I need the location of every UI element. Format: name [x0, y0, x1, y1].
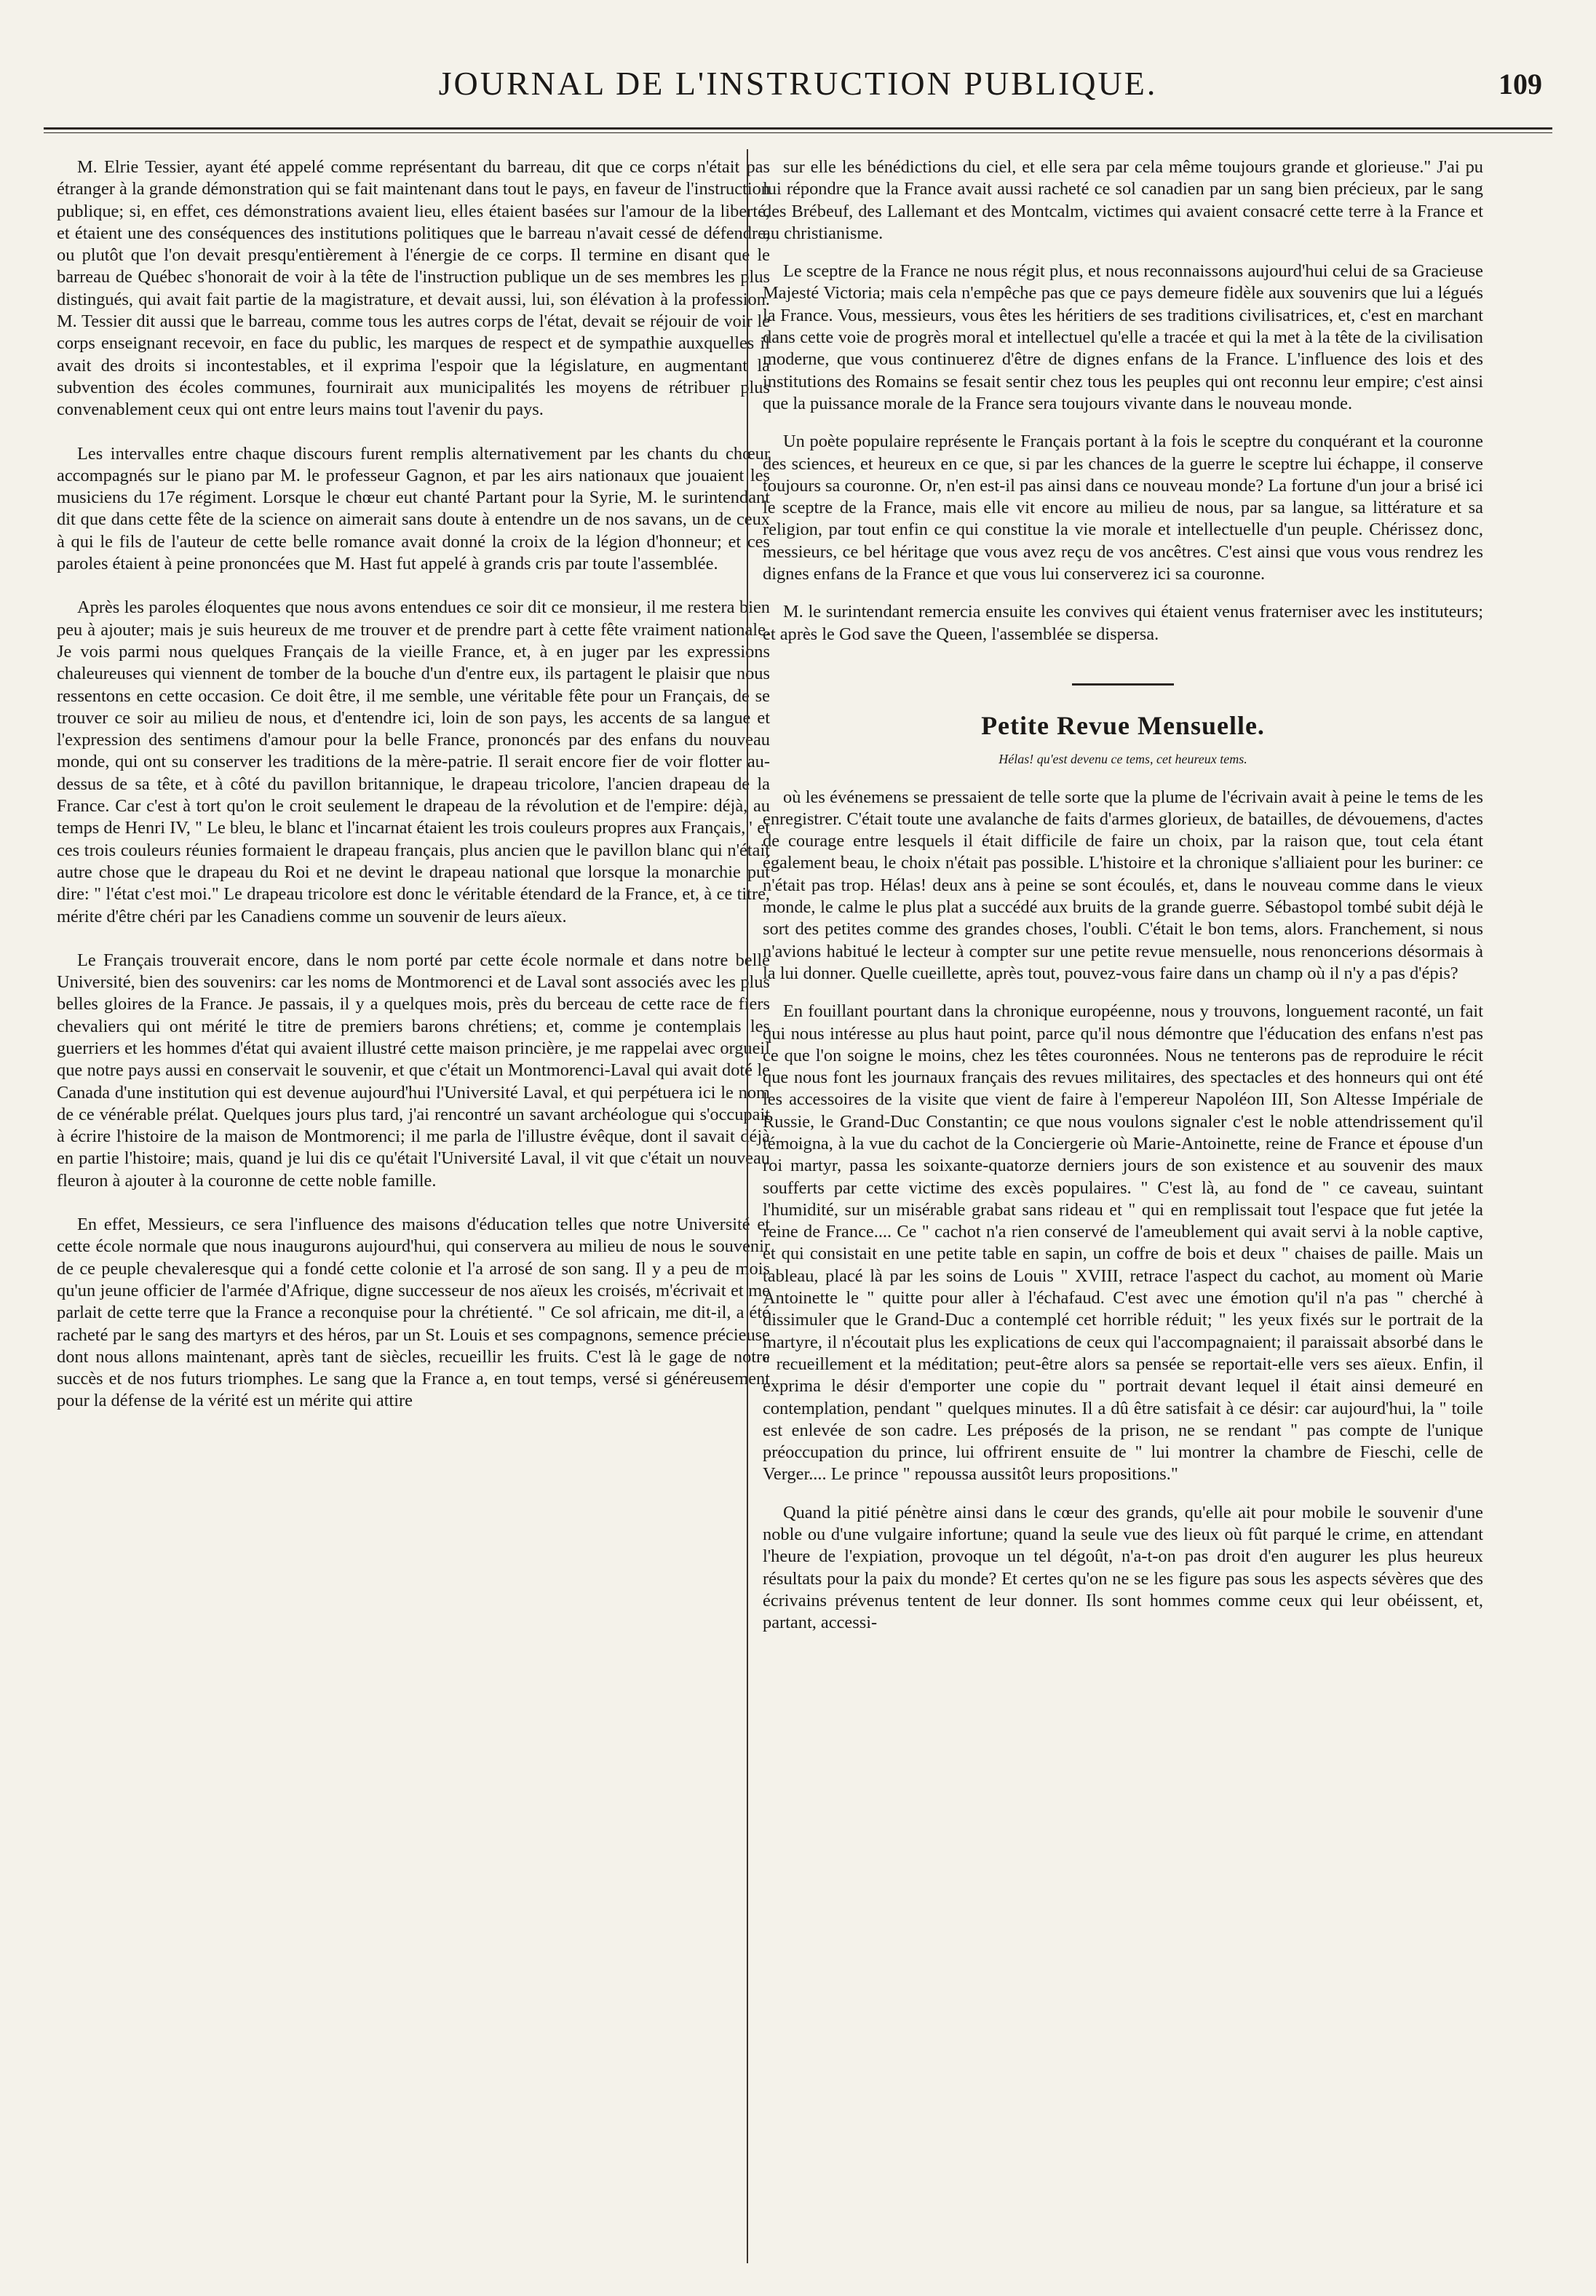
left-paragraph-5: En effet, Messieurs, ce sera l'influence des maisons d'éducation telles que notre Université et cette école normale que nous inaugurons aujourd'hui, qui conservera au milieu de nous le souvenir de ce peuple chevaleresque qui a fondé cette colonie et l'a arrosé de son sang. Il y a peu de mois qu'un jeune officier de l'armée d'Afrique, digne successeur de nos aïeux les croisés, m'écrivait et me parlait de cette terre que la France a reconquise pour la chrétienté. " Ce sol africain, me dit-il, a été racheté par le sang des martyrs et des héros, par un St. Louis et ses compagnons, semence précieuse dont nous allons maintenant, après tant de siècles, recueillir les fruits. C'est là le gage de notre succès et de nos futurs triomphes. Le sang que la France a, en tout temps, versé si généreusement pour la défense de la vérité est un mérite qui attire [57, 1215, 770, 1411]
section-epigraph: Hélas! qu'est devenu ce tems, cet heureux tems. [999, 752, 1247, 767]
left-paragraph-4: Le Français trouverait encore, dans le nom porté par cette école normale et dans notre belle Université, bien des souvenirs: car les noms de Montmorenci et de Laval sont associés avec les plus belles gloires de la France. Je passais, il y a quelques mois, près du berceau de cette race de fiers chevaliers qui ont mérité le titre de premiers barons chrétiens; et, comme je contemplais les guerriers et les hommes d'état qui avaient illustré cette maison princière, je me rappelai avec orgueil que notre pays aussi en conservait le souvenir, et que c'était un Montmorenci-Laval qui avait doté le Canada d'une institution qui est devenue aujourd'hui l'Université Laval, et qui perpétuera ici le nom de ce vénérable prélat. Quelques jours plus tard, j'ai rencontré un savant archéologue qui s'occupait à écrire l'histoire de la maison de Montmorenci; il me parla de l'illustre évêque, dont il savait déjà en partie l'histoire; mais, quand je lui dis ce qu'était l'Université Laval, il vit que c'était un nouveau fleuron à ajouter à la couronne de cette noble famille. [57, 950, 770, 1191]
journal-title: JOURNAL DE L'INSTRUCTION PUBLIQUE. [438, 65, 1158, 102]
right-paragraph-2: Le sceptre de la France ne nous régit plus, et nous reconnaissons aujourd'hui celui de sa Gracieuse Majesté Victoria; mais cela n'empêche pas que ce pays demeure fidèle aux souvenirs que lui a légués la France. Vous, messieurs, vous êtes les héritiers de ses traditions civilisatrices, et, c'est en marchant dans cette voie de progrès moral et intellectuel qu'elle a tracée et qui la met à la tête de la civilisation moderne, que vous continuerez d'être de dignes enfans de la France. L'influence des lois et des institutions des Romains se fesait sentir chez tous les peuples qui ont reconnu leur empire; c'est ainsi que la puissance morale de la France sera toujours vivante dans le nouveau monde. [763, 261, 1483, 413]
right-paragraph-1: sur elle les bénédictions du ciel, et elle sera par cela même toujours grande et glorieuse." J'ai pu lui répondre que la France avait aussi racheté ce sol canadien par un sang bien précieux, par le sang des Brébeuf, des Lallemant et des Montcalm, victimes qui avaient consacré cette terre à la France et au christianisme. [763, 157, 1483, 243]
right-column [763, 156, 1483, 1651]
left-paragraph-3: Après les paroles éloquentes que nous avons entendues ce soir dit ce monsieur, il me restera bien peu à ajouter; mais je suis heureux de me trouver et de prendre part à cette fête vraiment nationale. Je vois parmi nous quelques Français de la vieille France, et, à en juger par les expressions chaleureuses qui viennent de tomber de la bouche d'un d'entre eux, ils partagent le plaisir que nous ressentons en cette occasion. Ce doit être, il me semble, une véritable fête pour un Français, de se trouver ce soir au milieu de nous, et d'entendre ici, loin de son pays, les accents de sa langue et l'expression des sentimens d'amour pour la belle France, prononcés par des enfans du nouveau monde, qui ont su conserver les traditions de la mère-patrie. Il serait encore fier de voir flotter au-dessus de sa tête, et à côté du pavillon britannique, le drapeau tricolore, l'ancien drapeau de la France. Car c'est à tort qu'on le croit seulement le drapeau de la révolution et de l'empire: déjà, au temps de Henri IV, " Le bleu, le blanc et l'incarnat étaient les trois couleurs propres aux Français," et ces trois couleurs réunies formaient le drapeau français, plus ancien que le pavillon blanc qui n'était autre chose que le drapeau du Roi et ne devint le drapeau national que lorsque la monarchie put dire: " l'état c'est moi." Le drapeau tricolore est donc le véritable étendard de la France, et, à ce titre, mérite d'être chéri par les Canadiens comme un souvenir de leurs aïeux. [57, 597, 770, 926]
right-paragraph-6: En fouillant pourtant dans la chronique européenne, nous y trouvons, longuement raconté, un fait qui nous intéresse au plus haut point, parce qu'il nous démontre que l'éducation des enfans n'est pas ce que l'on soigne le moins, chez les têtes couronnées. Nous ne tenterons pas de reproduire le récit que nous font les journaux français des revues militaires, des spectacles et des honneurs qui ont été les accessoires de la visite que vient de faire à l'empereur Napoléon III, Son Altesse Impériale de Russie, le Grand-Duc Constantin; ce que nous voulons signaler c'est le noble attendrissement qu'il témoigna, à la vue du cachot de la Conciergerie où Marie-Antoinette, reine de France et épouse d'un roi martyr, passa les soixante-quatorze derniers jours de son existence et au souvenir des maux soufferts par cette victime des excès populaires. " C'est là, au fond de " ce caveau, suintant l'humidité, sur un misérable grabat sans rideau et " qui en remplissait tout l'espace que fut jetée la reine de France.... Ce " cachot n'a rien conservé de l'ameublement qui avait servi à la noble captive, et qui consistait en une petite table en sapin, un coffre de bois et deux " chaises de paille. Mais un tableau, placé là par les soins de Louis " XVIII, retrace l'aspect du cachot, au moment où Marie Antoinette le " quitte pour aller à l'échafaud. C'est avec une émotion qu'il n'a pas " cherché à dissimuler que le Grand-Duc a contemplé cet horrible réduit; " les yeux fixés sur le portrait de la martyre, il n'écoutait plus les explications de ceux qui l'accompagnaient; il paraissait absorbé dans le " recueillement et la méditation; peut-être alors sa pensée se reportait-elle vers ses aïeux. Enfin, il exprima le désir d'emporter une copie du " portrait devant lequel il était ainsi demeuré en contemplation, pendant " quelques minutes. Il a dû être satisfait à ce désir: car aujourd'hui, la " toile est enlevée de son cadre. Les préposés de la prison, ne se rendant " pas compte de l'unique préoccupation du prince, lui offrirent ensuite de " lui montrer la chambre de Fieschi, celle de Verger.... Le prince " repoussa aussitôt leurs propositions." [763, 1001, 1483, 1485]
page-number: 109 [1498, 68, 1542, 100]
right-paragraph-5: où les événemens se pressaient de telle sorte que la plume de l'écrivain avait à peine le tems de les enregistrer. C'était toute une avalanche de faits d'armes glorieux, de batailles, de dévouemens, d'actes de courage entre lesquels il était difficile de faire un choix, par la raison que, tout cela étant également beau, le choix n'était pas possible. L'histoire et la chronique s'alliaient pour les buriner: ce n'était pas trop. Hélas! deux ans à peine se sont écoulés, et, dans le nouveau comme dans le vieux monde, le calme le plus plat a succédé aux bruits de la grande guerre. Sébastopol tombé subit déjà le sort des petites comme des grandes choses, l'oubli. C'était le bon tems, alors. Franchement, si nous n'avions habitué le lecteur à compter sur une petite revue mensuelle, nous renoncerions désormais à la lui donner. Quelle cueillette, après tout, pouvez-vous faire dans un champ où il n'y a pas d'épis? [763, 787, 1483, 983]
right-paragraph-7: Quand la pitié pénètre ainsi dans le cœur des grands, qu'elle ait pour mobile le souvenir d'une noble ou d'une vulgaire infortune; quand la seule vue des lieux où fût parqué le crime, en attendant l'heure de l'expiation, provoque un tel dégoût, n'a-t-on pas droit d'en augurer les plus heureux résultats pour la paix du monde? Et certes qu'on ne se les figure pas sous les aspects sévères que des écrivains prévenus tentent de leur donner. Ils sont hommes comme ceux qui leur obéissent, et, partant, accessi- [763, 1502, 1483, 1633]
header-rule [44, 127, 1552, 133]
right-paragraph-3: Un poète populaire représente le Français portant à la fois le sceptre du conquérant et la couronne des sciences, et heureux en ce que, si par les chances de la guerre le sceptre lui échappe, il conserve toujours sa couronne. Or, n'en est-il pas ainsi dans ce nouveau monde? La fortune d'un jour a brisé ici le sceptre de la France, mais elle vit encore au milieu de nous, par sa langue, sa littérature et sa religion, par tout enfin ce qui constitue la vie morale et intellectuelle d'un peuple. Chérissez donc, messieurs, ce bel héritage que vous avez reçu de vos ancêtres. C'est ainsi que vous vous rendrez les dignes enfans de la France et que vous lui conserverez ici sa couronne. [763, 432, 1483, 584]
column-divider [747, 149, 748, 2263]
masthead [44, 57, 1552, 122]
section-separator [1072, 683, 1174, 686]
left-column [57, 156, 770, 1434]
left-paragraph-1: M. Elrie Tessier, ayant été appelé comme représentant du barreau, dit que ce corps n'était pas étranger à la grande démonstration qui se fait maintenant dans tout le pays, en faveur de l'instruction publique; si, en effet, ces démonstrations avaient lieu, elles étaient basées sur l'amour de la liberté, et étaient une des conséquences des institutions politiques que le barreau n'avait cessé de défendre, ou plutôt que l'on devait presqu'entièrement à l'énergie de ce corps. Il termine en disant que le barreau de Québec s'honorait de voir à la tête de l'instruction publique un de ses membres les plus distingués, qui avait fait partie de la magistrature, et devait aussi, lui, son élévation à la profession. M. Tessier dit aussi que le barreau, comme tous les autres corps de l'état, devait se réjouir de voir le corps enseignant recevoir, en face du public, les marques de respect et de sympathie auxquelles il avait des droits si incontestables, et il exprima l'espoir que la législature, en augmentant la subvention des écoles communes, fournirait aux municipalités les moyens de rétribuer plus convenablement ceux qui ont entre leurs mains tout l'avenir du pays. [57, 157, 770, 420]
left-paragraph-2: Les intervalles entre chaque discours furent remplis alternativement par les chants du chœur accompagnés sur le piano par M. le professeur Gagnon, et par les airs nationaux que jouaient les musiciens du 17e régiment. Lorsque le chœur eut chanté Partant pour la Syrie, M. le surintendant dit que dans cette fête de la science on aimerait sans doute à entendre un de nos savans, un de ceux à qui le fils de l'auteur de cette belle romance avait donné la croix de la légion d'honneur; et ces paroles étaient à peine prononcées que M. Hast fut appelé à grands cris par toute l'assemblée. [57, 443, 770, 574]
section-title: Petite Revue Mensuelle. [981, 710, 1265, 740]
right-paragraph-4: M. le surintendant remercia ensuite les convives qui étaient venus fraterniser avec les instituteurs; et après le God save the Queen, l'assemblée se dispersa. [763, 602, 1483, 644]
